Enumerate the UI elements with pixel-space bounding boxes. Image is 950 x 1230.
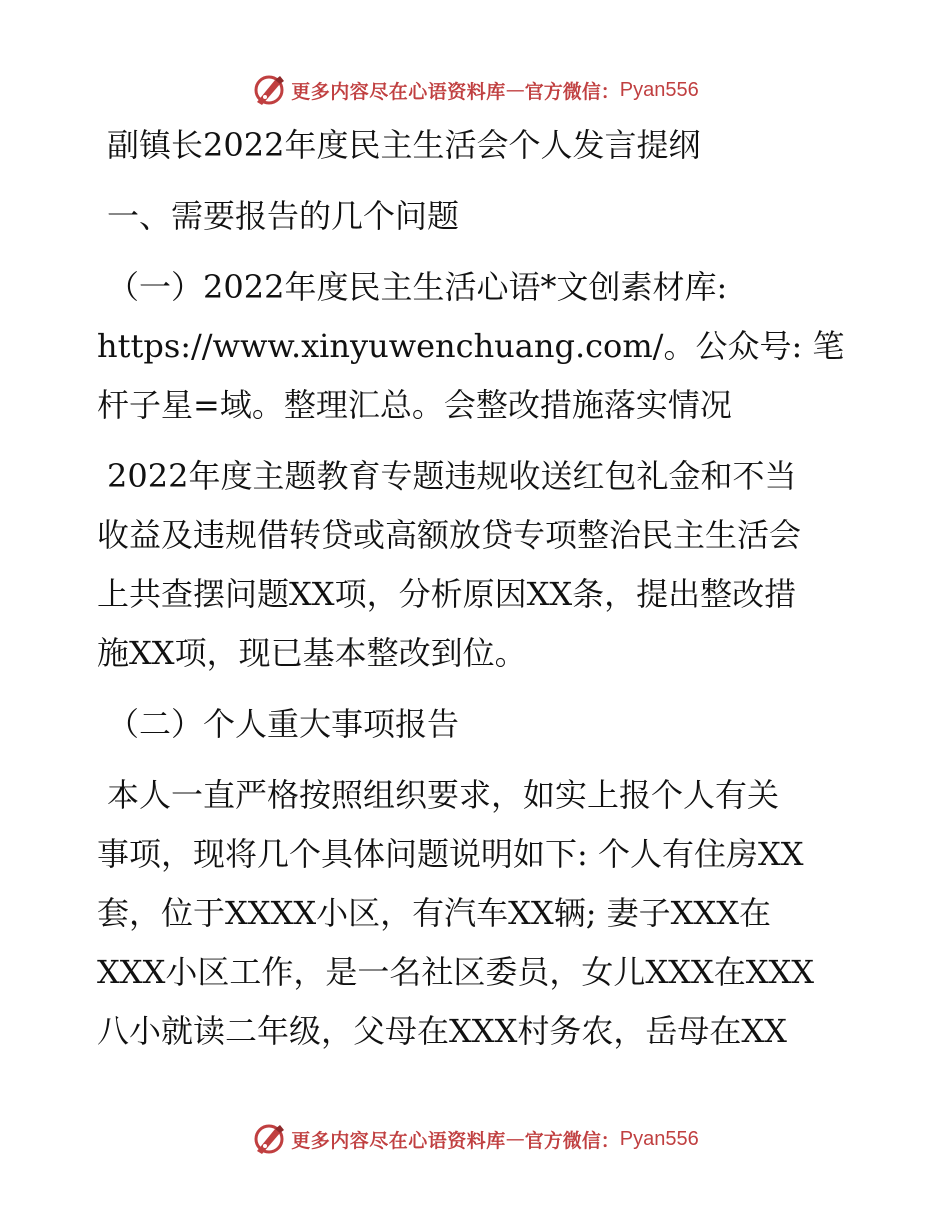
paragraph-2-line-5: 八小就读二年级，父母在XXX村务农，岳母在XX [97,1012,787,1050]
paragraph-2-line-1: 本人一直严格按照组织要求，如实上报个人有关 [107,776,780,814]
subsection-heading-1-line-2: https://www.xinyuwenchuang.com/。公众号: 笔 [97,327,845,365]
subsection-heading-2: （二）个人重大事项报告 [107,705,460,743]
section-heading-1: 一、需要报告的几个问题 [107,197,460,235]
paragraph-1-line-4: 施XX项，现已基本整改到位。 [97,634,527,672]
paragraph-2-line-3: 套，位于XXXX小区，有汽车XX辆; 妻子XXX在 [97,894,771,932]
header-banner [0,70,950,110]
paragraph-1-line-2: 收益及违规借转贷或高额放贷专项整治民主生活会 [97,516,802,554]
document-body [97,116,859,1061]
banner-wechat-label: 官方微信： [524,80,620,103]
footer-banner [0,1119,950,1159]
paragraph-1-line-1: 2022年度主题教育专题违规收送红包礼金和不当 [107,457,797,495]
paragraph-2-line-4: XXX小区工作，是一名社区委员，女儿XXX在XXX [97,953,815,991]
banner-wechat-label: 官方微信： [524,1129,620,1152]
banner-wechat-id: Pyan556 [619,1127,699,1150]
document-title: 副镇长2022年度民主生活会个人发言提纲 [107,126,701,164]
banner-site-text: 更多内容尽在心语资料库 [291,1129,506,1152]
banner-separator: — [505,1128,525,1150]
banner-separator: — [505,79,525,101]
paragraph-1-line-3: 上共查摆问题XX项，分析原因XX条，提出整改措 [97,575,797,613]
pen-logo-icon [251,72,287,108]
banner-wechat-id: Pyan556 [619,78,699,101]
subsection-heading-1-line-3: 杆子星=域。整理汇总。会整改措施落实情况 [97,386,732,424]
banner-site-text: 更多内容尽在心语资料库 [291,80,506,103]
pen-logo-icon [251,1121,287,1157]
subsection-heading-1-line-1: （一）2022年度民主生活心语*文创素材库: [107,268,728,306]
paragraph-2-line-2: 事项，现将几个具体问题说明如下: 个人有住房XX [97,835,804,873]
